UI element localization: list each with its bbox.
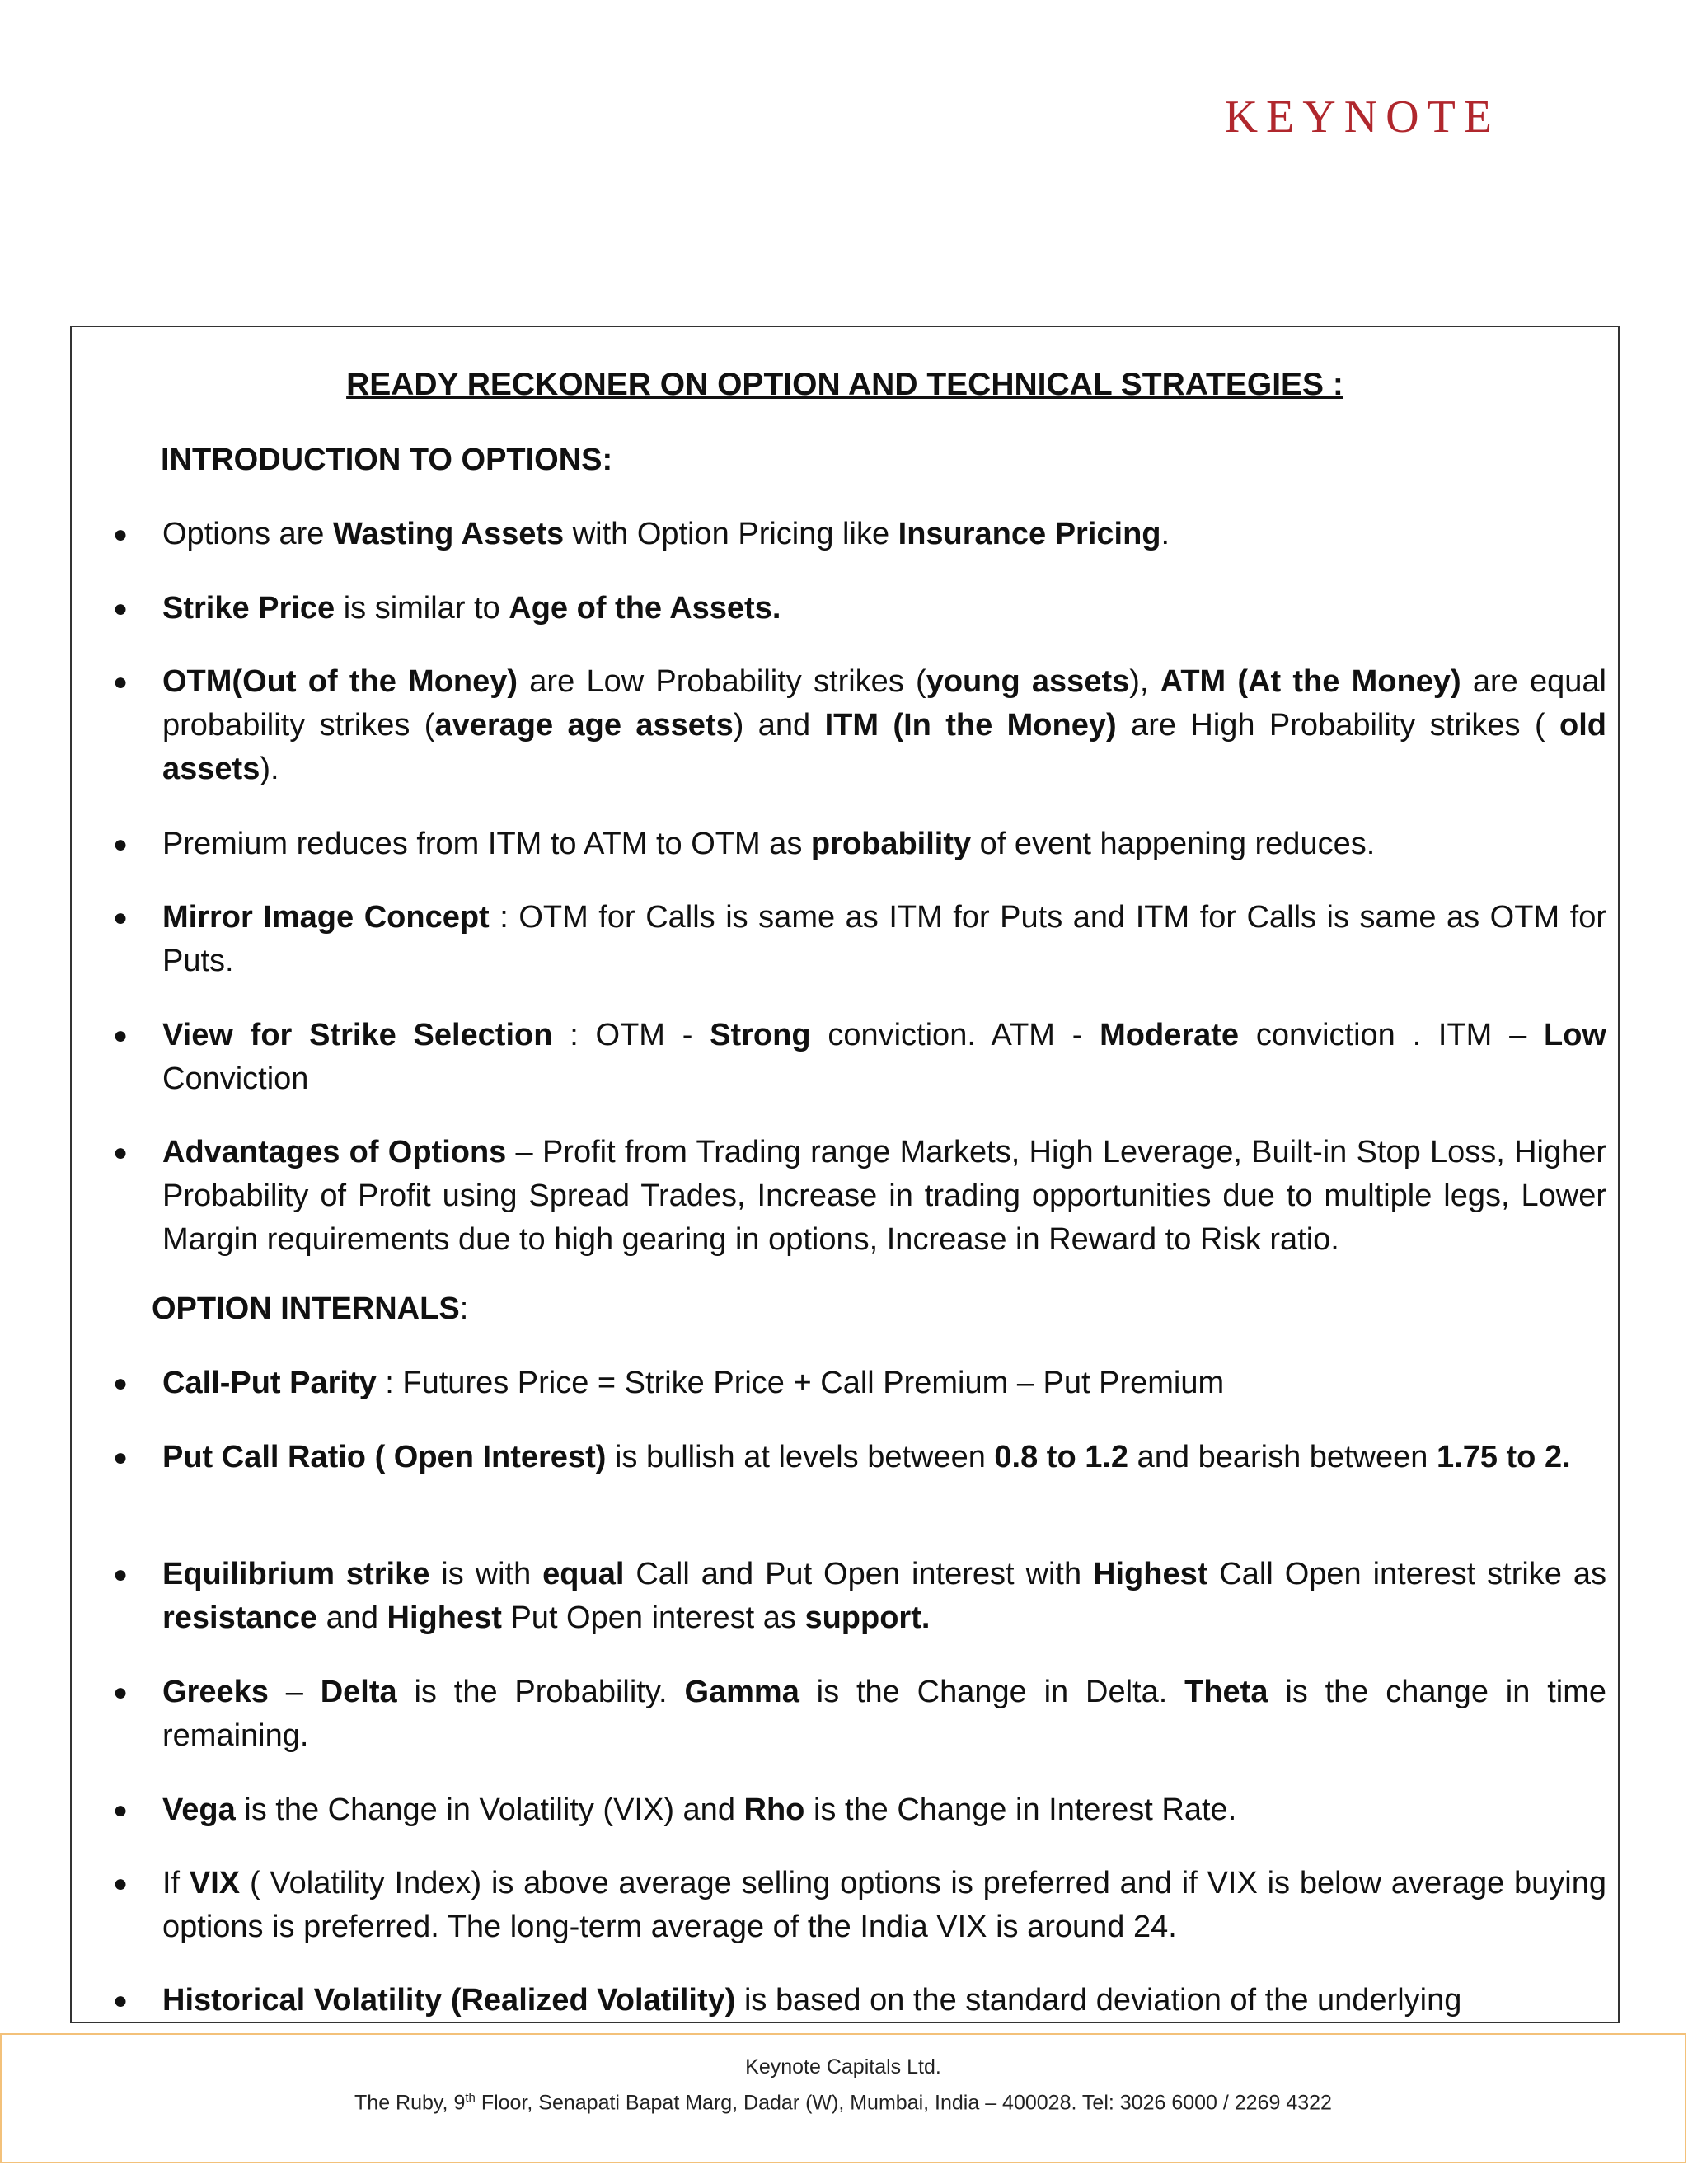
footer-address-end: Floor, Senapati Bapat Marg, Dadar (W), Mumbai, India – 400028. Tel: 3026 6000 / 2269 4322	[475, 2091, 1332, 2115]
bullet-icon: ●	[113, 1022, 129, 1049]
bullet-text-run: : OTM for Calls is same as ITM for Puts and ITM for Calls is same as OTM for Puts.	[162, 900, 1606, 978]
bullet-icon: ●	[113, 521, 129, 548]
footer-address	[2, 2091, 1685, 2115]
bullet-text-run: Age of the Assets.	[509, 591, 781, 626]
bullet-text-run: ITM (In the Money)	[824, 708, 1117, 743]
bullet-text-run: Strong	[710, 1018, 811, 1052]
bullet-icon: ●	[113, 1870, 129, 1897]
bullet-text-run: Insurance Pricing	[898, 517, 1161, 551]
bullet-text-run: – Profit from Trading range Markets, High Leverage, Built-in Stop Loss, Higher Probability of Profit using Spread Trades, Increase in trading opportunities due to multiple legs, Lower Margin requirements due to high gearing in options, Increase in Reward to Risk ratio.	[162, 1135, 1607, 1257]
bullet-text-run: Theta	[1184, 1675, 1268, 1709]
bullet-icon: ●	[113, 1679, 129, 1706]
list-item	[113, 1361, 1606, 1405]
list-item	[113, 1553, 1606, 1640]
bullet-text-run: Put Call Ratio ( Open Interest)	[162, 1440, 607, 1474]
bullet-text-run: conviction . ITM –	[1239, 1018, 1544, 1052]
footer-company: Keynote Capitals Ltd.	[745, 2055, 941, 2079]
footer-address-start: The Ruby, 9	[354, 2091, 466, 2115]
bullet-icon: ●	[113, 1987, 129, 2014]
bullet-text-run: is bullish at levels between	[606, 1440, 995, 1474]
bullet-text-run: Low	[1544, 1018, 1606, 1052]
list-item	[113, 1862, 1606, 1949]
bullet-icon: ●	[113, 1797, 129, 1824]
bullet-text-run: View for Strike Selection	[162, 1018, 553, 1052]
bullet-text-run: Greeks	[162, 1675, 269, 1709]
bullet-text-run: OTM(Out of the Money)	[162, 664, 518, 699]
bullet-icon: ●	[113, 1370, 129, 1397]
bullet-text-run: Call-Put Parity	[162, 1366, 377, 1400]
bullet-text-run: is the Change in Delta.	[799, 1675, 1185, 1709]
list-item	[113, 823, 1606, 866]
page-title: READY RECKONER ON OPTION AND TECHNICAL STRATEGIES :	[346, 367, 1343, 402]
bullet-text-run: Options are	[162, 517, 333, 551]
bullet-text-run: Delta	[320, 1675, 397, 1709]
section-heading-internals: OPTION INTERNALS:	[152, 1291, 469, 1326]
bullet-text-run: : Futures Price = Strike Price + Call Premium – Put Premium	[376, 1366, 1225, 1400]
bullet-text-run: Vega	[162, 1793, 236, 1827]
list-item	[113, 1436, 1606, 1479]
bullet-text-run: resistance	[162, 1601, 318, 1635]
bullet-text-run: Equilibrium strike	[162, 1557, 430, 1591]
bullet-text-run: is based on the standard deviation of the underlying	[735, 1983, 1462, 2018]
bullet-text-run: Rho	[743, 1793, 805, 1827]
bullet-text-run: ( Volatility Index) is above average selling options is preferred and if VIX is below average buying options is preferred. The long-term average of the India VIX is around 24.	[162, 1866, 1606, 1944]
section-heading-internals-text: OPTION INTERNALS	[152, 1291, 460, 1326]
bullet-text-run: Strike Price	[162, 591, 335, 626]
bullet-text-run: Premium reduces from ITM to ATM to OTM as	[162, 827, 811, 861]
bullet-text-run: .	[1160, 517, 1170, 551]
bullet-text-run: Call Open interest strike as	[1207, 1557, 1606, 1591]
bullet-text-run: Advantages of Options	[162, 1135, 507, 1169]
bullet-icon: ●	[113, 831, 129, 858]
bullet-text-run: : OTM -	[552, 1018, 710, 1052]
bullet-text-run: and	[317, 1601, 387, 1635]
bullet-text-run: and bearish between	[1128, 1440, 1437, 1474]
bullet-text-run: Mirror Image Concept	[162, 900, 490, 935]
bullet-text-run: Put Open interest as	[501, 1601, 805, 1635]
bullet-text-run: is similar to	[335, 591, 509, 626]
bullet-text-run: are High Probability strikes (	[1116, 708, 1560, 743]
list-item	[113, 587, 1606, 630]
list-item	[113, 1979, 1606, 2022]
section-heading-intro: INTRODUCTION TO OPTIONS:	[161, 443, 613, 477]
bullet-text-run: young assets	[926, 664, 1130, 699]
bullet-text-run: is the Change in Volatility (VIX) and	[235, 1793, 744, 1827]
bullet-text-run: Moderate	[1100, 1018, 1240, 1052]
bullet-text-run: of event happening reduces.	[971, 827, 1376, 861]
bullet-text-run: conviction. ATM -	[810, 1018, 1100, 1052]
bullet-text-run: Wasting Assets	[333, 517, 565, 551]
footer-address-sup: th	[465, 2091, 476, 2105]
bullet-text-run: ) and	[733, 708, 825, 743]
bullet-text-run: is with	[429, 1557, 543, 1591]
list-item	[113, 1671, 1606, 1758]
bullet-text-run: support.	[804, 1601, 931, 1635]
bullet-text-run: old assets	[162, 708, 1606, 786]
bullet-text-run: average age assets	[434, 708, 734, 743]
footer	[0, 2033, 1686, 2163]
list-item	[113, 1788, 1606, 1832]
bullet-text-run: with Option Pricing like	[564, 517, 898, 551]
bullet-text-run: If	[162, 1866, 190, 1900]
bullet-text-run: are equal probability strikes (	[162, 664, 1606, 743]
bullet-text-run: 0.8 to 1.2	[994, 1440, 1129, 1474]
bullet-icon: ●	[113, 1139, 129, 1166]
list-item	[113, 1014, 1606, 1101]
bullet-text-run: ATM (At the Money)	[1160, 664, 1461, 699]
bullet-icon: ●	[113, 668, 129, 696]
keynote-logo: KEYNOTE	[1224, 91, 1500, 143]
list-item	[113, 660, 1606, 791]
bullet-text-run: Highest	[1093, 1557, 1208, 1591]
bullet-text-run: equal	[542, 1557, 625, 1591]
list-item	[113, 896, 1606, 983]
bullet-text-run: Gamma	[684, 1675, 799, 1709]
list-item	[113, 1131, 1607, 1262]
bullet-icon: ●	[113, 1561, 129, 1588]
bullet-text-run: is the Probability.	[396, 1675, 685, 1709]
content-box	[70, 326, 1620, 2023]
bullet-text-run: VIX	[189, 1866, 241, 1900]
bullet-text-run: Highest	[387, 1601, 502, 1635]
bullet-icon: ●	[113, 904, 129, 931]
bullet-text-run: are Low Probability strikes (	[518, 664, 926, 699]
bullet-text-run: ),	[1129, 664, 1160, 699]
bullet-text-run: Historical Volatility (Realized Volatility)	[162, 1983, 736, 2018]
bullet-text-run: Call and Put Open interest with	[624, 1557, 1094, 1591]
bullet-text-run: probability	[810, 827, 972, 861]
bullet-text-run: –	[268, 1675, 321, 1709]
bullet-text-run: 1.75 to 2.	[1437, 1440, 1571, 1474]
bullet-text-run: is the Change in Interest Rate.	[804, 1793, 1237, 1827]
bullet-text-run: Conviction	[162, 1062, 309, 1096]
bullet-text-run: ).	[260, 752, 279, 786]
bullet-icon: ●	[113, 1444, 129, 1471]
bullet-icon: ●	[113, 595, 129, 622]
list-item	[113, 513, 1606, 556]
bullet-text-run: is the change in time remaining.	[162, 1675, 1606, 1753]
